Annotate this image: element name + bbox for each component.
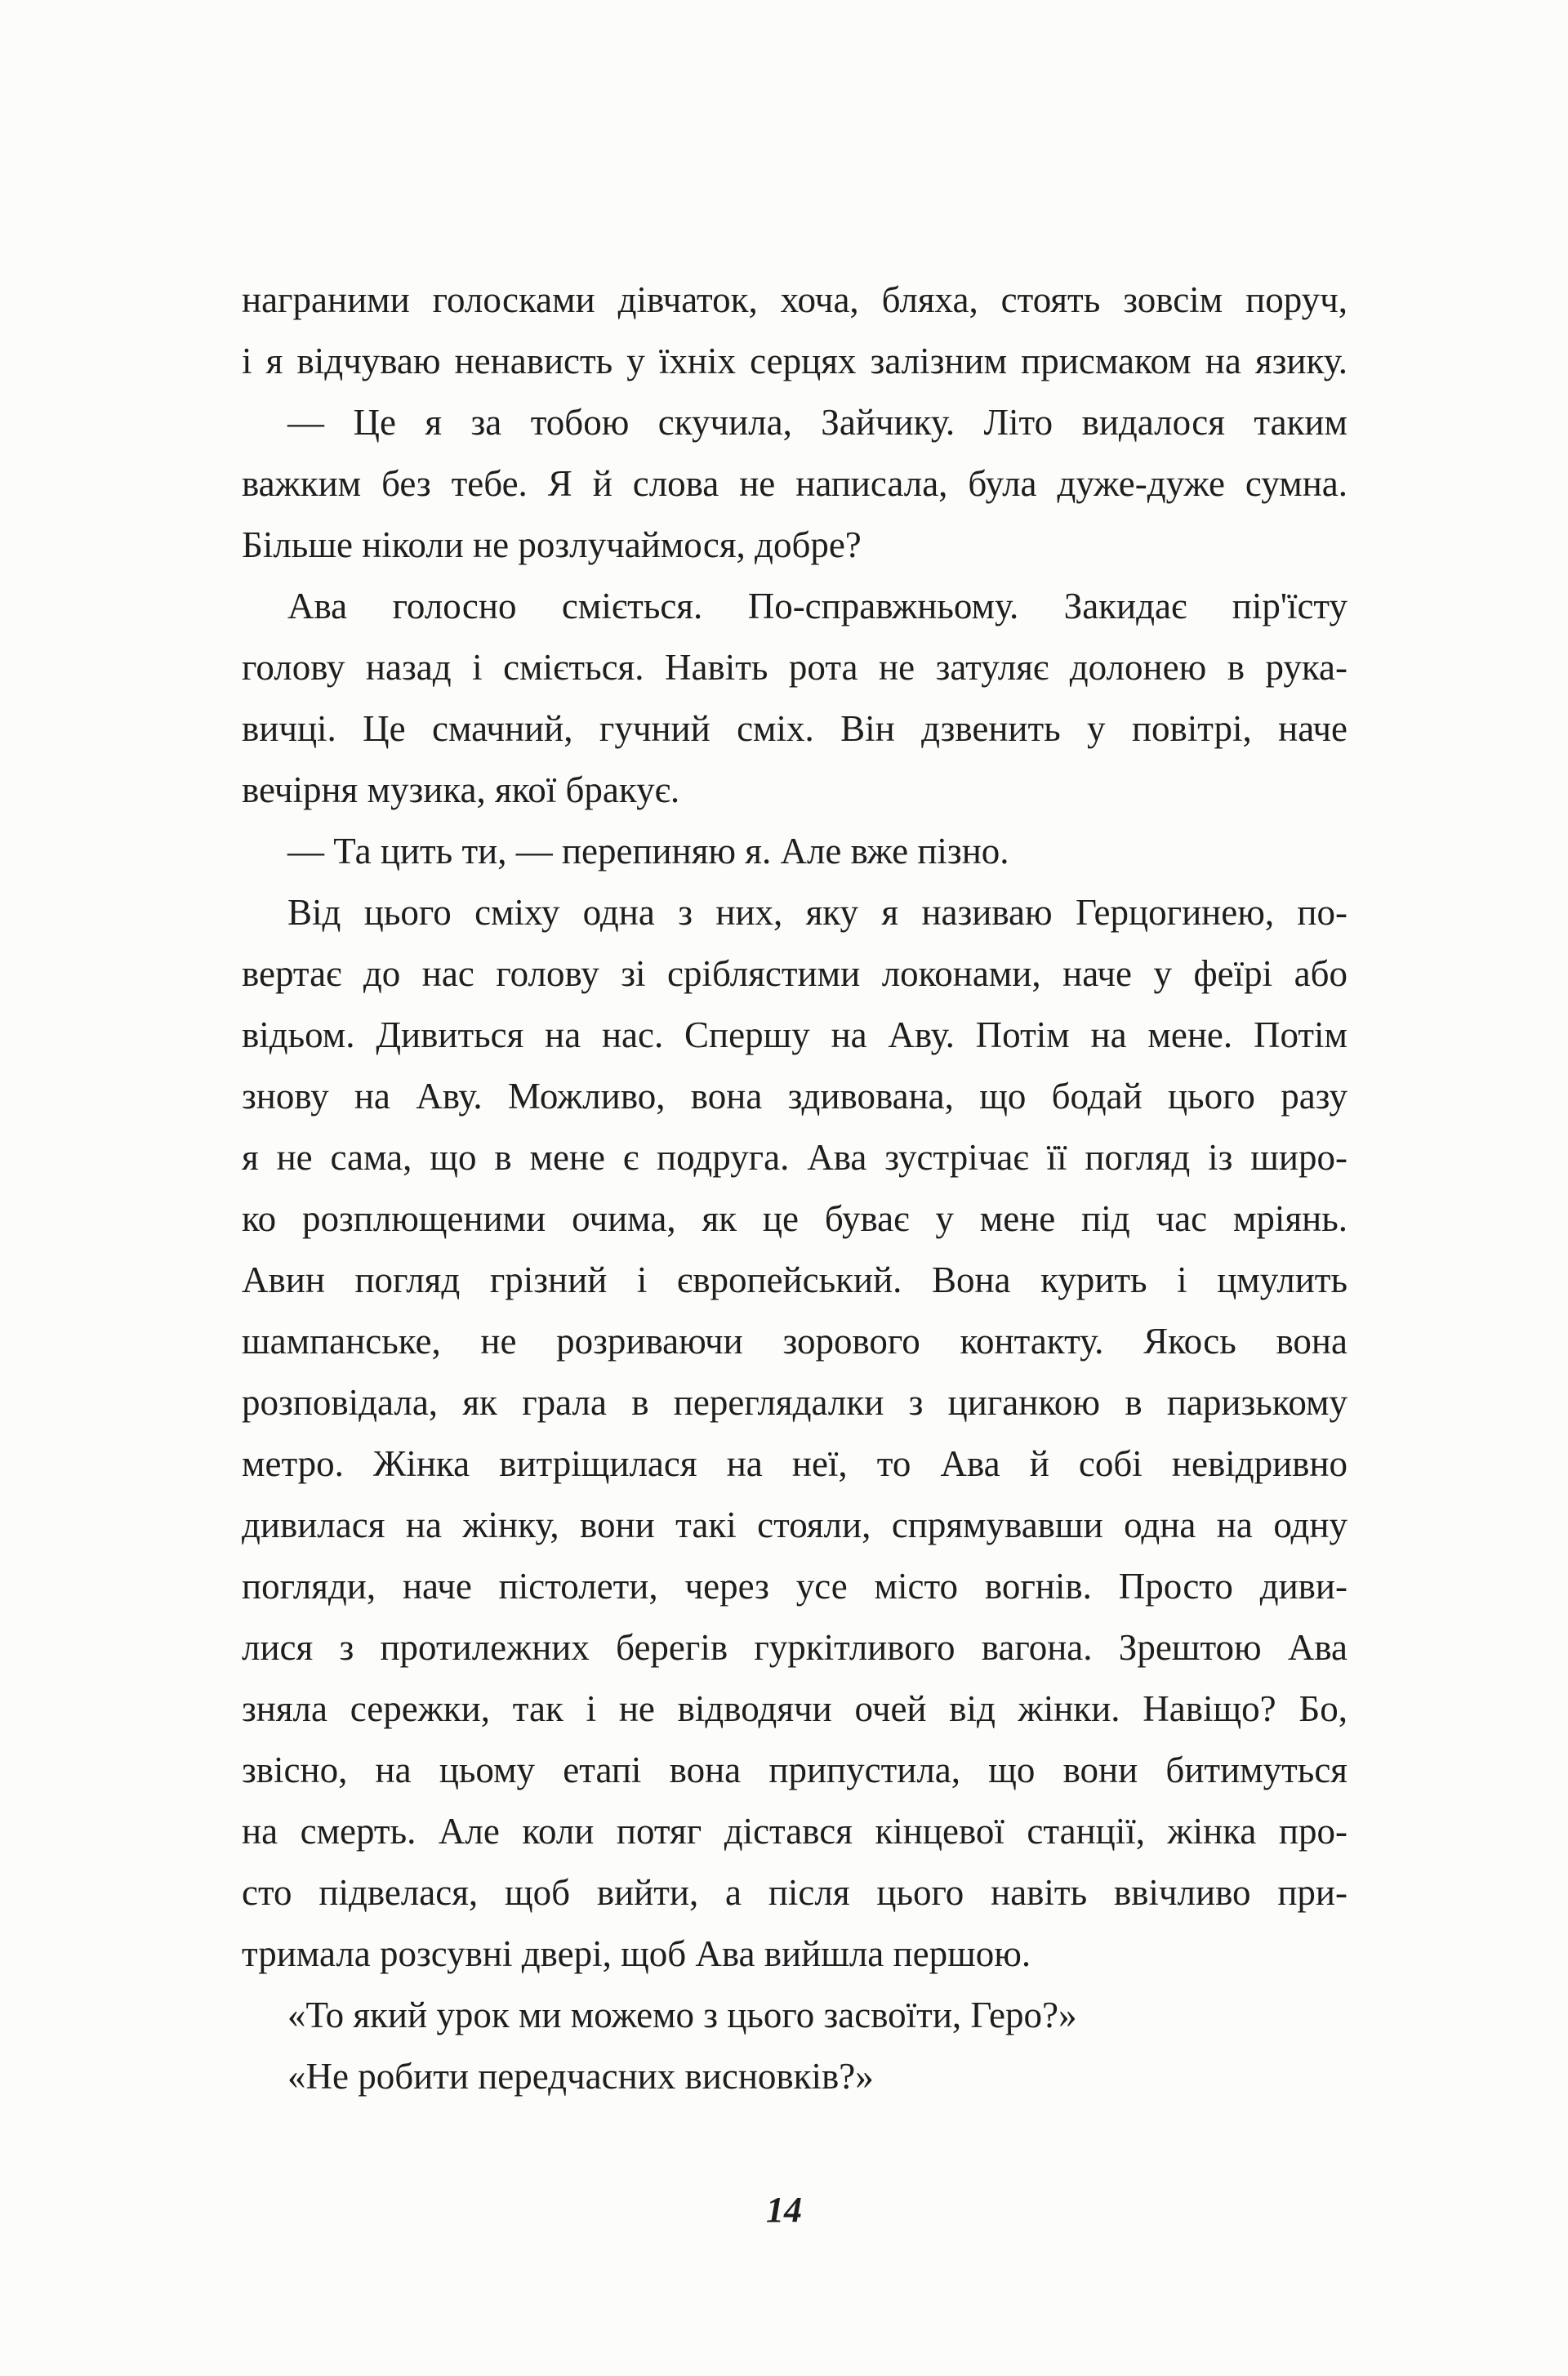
text-line: розповідала, як грала в переглядалки з циганкою в паризькому [242,1382,1348,1423]
text-line: ко розплющеними очима, як це буває у мене під час мріянь. [242,1198,1348,1239]
text-line: метро. Жінка витріщилася на неї, то Ава й собі невідривно [242,1443,1348,1484]
text-line: — Це я за тобою скучила, Зайчику. Літо видалося таким [287,402,1348,443]
page-number: 14 [766,2190,802,2230]
text-line: і я відчуваю ненависть у їхніх серцях залізним присмаком на язику. [242,341,1348,381]
text-line: шампанське, не розриваючи зорового контакту. Якось вона [242,1321,1348,1362]
text-line: голову назад і сміється. Навіть рота не затуляє долонею в рука- [242,647,1348,688]
text-line: вичці. Це смачний, гучний сміх. Він дзвенить у повітрі, наче [242,708,1348,749]
text-line: вертає до нас голову зі сріблястими локонами, наче у феїрі або [242,953,1348,994]
text-line: тримала розсувні двері, щоб Ава вийшла першою. [242,1933,1031,1974]
text-line: зняла сережки, так і не відводячи очей від жінки. Навіщо? Бо, [242,1688,1348,1729]
text-line: відьом. Дивиться на нас. Спершу на Аву. Потім на мене. Потім [242,1014,1348,1055]
text-line: на смерть. Але коли потяг дістався кінцевої станції, жінка про- [242,1811,1348,1852]
text-line: сто підвелася, щоб вийти, а після цього навіть ввічливо при- [242,1872,1348,1913]
text-line: Авин погляд грізний і європейський. Вона курить і цмулить [242,1259,1348,1300]
text-line: «То який урок ми можемо з цього засвоїти, Геро?» [287,1995,1077,2035]
text-line: вечірня музика, якої бракує. [242,769,680,810]
text-line: звісно, на цьому етапі вона припустила, що вони битимуться [242,1750,1348,1790]
text-line: «Не робити передчасних висновків?» [287,2056,874,2097]
page-body [242,270,1348,2107]
text-line: важким без тебе. Я й слова не написала, була дуже-дуже сумна. [242,463,1348,504]
text-line: лися з протилежних берегів гуркітливого вагона. Зрештою Ава [242,1627,1348,1668]
text-line: дивилася на жінку, вони такі стояли, спрямувавши одна на одну [242,1505,1348,1545]
text-line: я не сама, що в мене є подруга. Ава зустрічає її погляд із широ- [242,1137,1348,1178]
text-line: — Та цить ти, — перепиняю я. Але вже пізно. [287,831,1009,871]
text-line: погляди, наче пістолети, через усе місто вогнів. Просто диви- [242,1566,1348,1607]
text-line: Ава голосно сміється. По-справжньому. Закидає пір'їсту [287,586,1348,626]
text-line: Від цього сміху одна з них, яку я називаю Герцогинею, по- [287,892,1348,933]
text-line: Більше ніколи не розлучаймося, добре? [242,524,862,565]
text-line: знову на Аву. Можливо, вона здивована, що бодай цього разу [242,1076,1348,1117]
text-line: награними голосками дівчаток, хоча, бляха, стоять зовсім поруч, [242,279,1348,320]
